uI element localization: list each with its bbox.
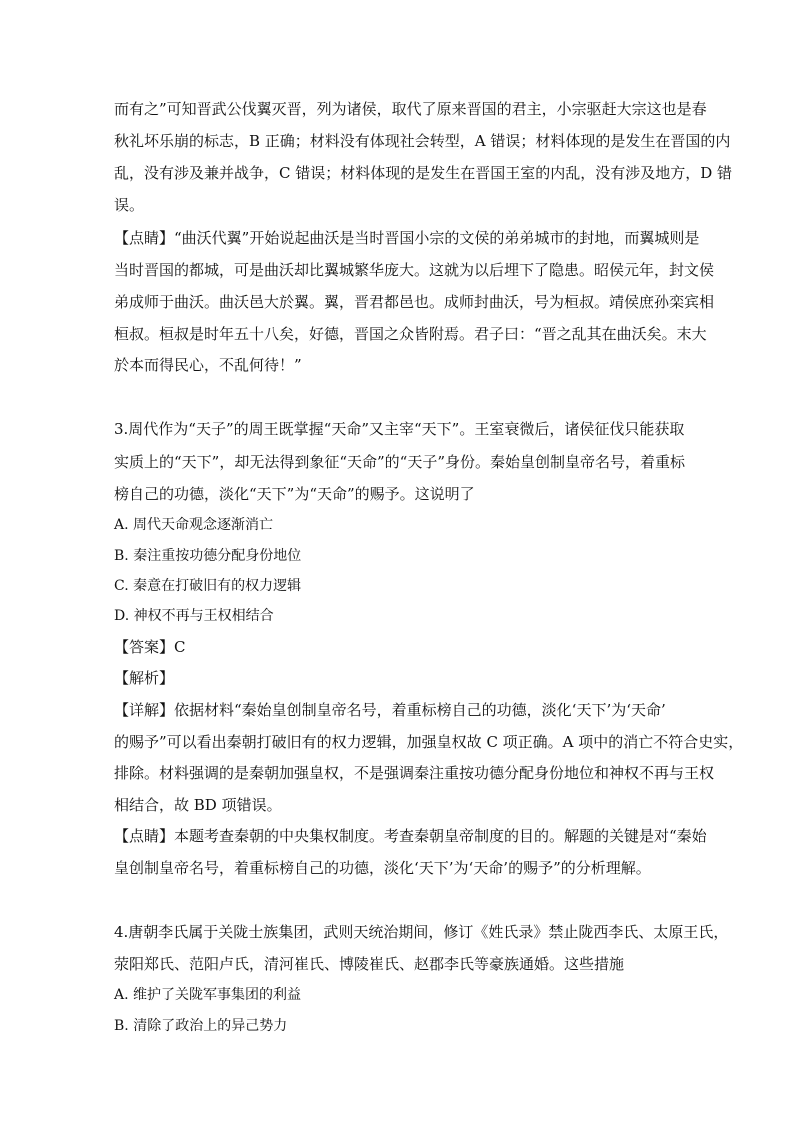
option-a: A. 周代天命观念逐渐消亡 — [114, 517, 274, 533]
option-a: A. 维护了关陇军事集团的利益 — [114, 987, 302, 1003]
text-line: 於本而得民心，不乱何待！” — [114, 356, 302, 374]
point-line: 皇创制皇帝名号，着重标榜自己的功德，淡化‘天下’为‘天命’的赐予”的分析理解。 — [114, 859, 651, 877]
detail-line: 相结合，故 BD 项错误。 — [114, 796, 282, 814]
answer-label: 【答案】C — [114, 638, 186, 656]
question-stem-line: 实质上的“天下”，却无法得到象征“天命”的“天子”身份。秦始皇创制皇帝名号，着重标 — [114, 453, 686, 471]
question-stem-line: 榜自己的功德，淡化“天下”为“天命”的赐予。这说明了 — [114, 485, 475, 503]
option-d: D. 神权不再与王权相结合 — [114, 608, 274, 624]
text-line: 【点睛】“曲沃代翼”开始说起曲沃是当时晋国小宗的文侯的弟弟城市的封地，而翼城则是 — [114, 229, 700, 247]
point-line: 【点睛】本题考查秦朝的中央集权制度。考查秦朝皇帝制度的目的。解题的关键是对“秦始 — [114, 827, 707, 845]
detail-line: 【详解】依据材料“秦始皇创制皇帝名号，着重标榜自己的功德，淡化‘天下’为‘天命’ — [114, 701, 666, 719]
text-line: 乱，没有涉及兼并战争，C 错误；材料体现的是发生在晋国王室的内乱，没有涉及地方，D 错 — [114, 164, 733, 182]
detail-line: 排除。材料强调的是秦朝加强皇权，不是强调秦注重按功德分配身份地位和神权不再与王权 — [114, 764, 715, 782]
detail-line: 的赐予”可以看出秦朝打破旧有的权力逻辑，加强皇权故 C 项正确。A 项中的消亡不符合史实， — [114, 733, 744, 751]
option-b: B. 秦注重按功德分配身份地位 — [114, 548, 302, 564]
question-stem-line: 3.周代作为“天子”的周王既掌握“天命”又主宰“天下”。王室衰微后，诸侯征伐只能获取 — [114, 420, 685, 438]
text-line: 而有之”可知晋武公伐翼灭晋，列为诸侯，取代了原来晋国的君主，小宗驱赶大宗这也是春 — [114, 100, 707, 118]
option-b: B. 清除了政治上的异己势力 — [114, 1018, 288, 1034]
analysis-label: 【解析】 — [114, 669, 175, 687]
text-line: 当时晋国的都城，可是曲沃却比翼城繁华庞大。这就为以后埋下了隐患。昭侯元年，封文侯 — [114, 261, 715, 279]
text-line: 秋礼坏乐崩的标志，B 正确；材料没有体现社会转型，A 错误；材料体现的是发生在晋国的内 — [114, 132, 731, 150]
question-stem-line: 4.唐朝李氏属于关陇士族集团，武则天统治期间，修订《姓氏录》禁止陇西李氏、太原王氏， — [114, 923, 729, 941]
question-stem-line: 荥阳郑氏、范阳卢氏，清河崔氏、博陵崔氏、赵郡李氏等豪族通婚。这些措施 — [114, 955, 625, 973]
text-line: 误。 — [114, 196, 145, 214]
text-line: 桓叔。桓叔是时年五十八矣，好德，晋国之众皆附焉。君子曰：“晋之乱其在曲沃矣。末大 — [114, 325, 707, 343]
text-line: 弟成师于曲沃。曲沃邑大於翼。翼，晋君都邑也。成师封曲沃，号为桓叔。靖侯庶孙栾宾相 — [114, 293, 715, 311]
option-c: C. 秦意在打破旧有的权力逻辑 — [114, 578, 302, 594]
